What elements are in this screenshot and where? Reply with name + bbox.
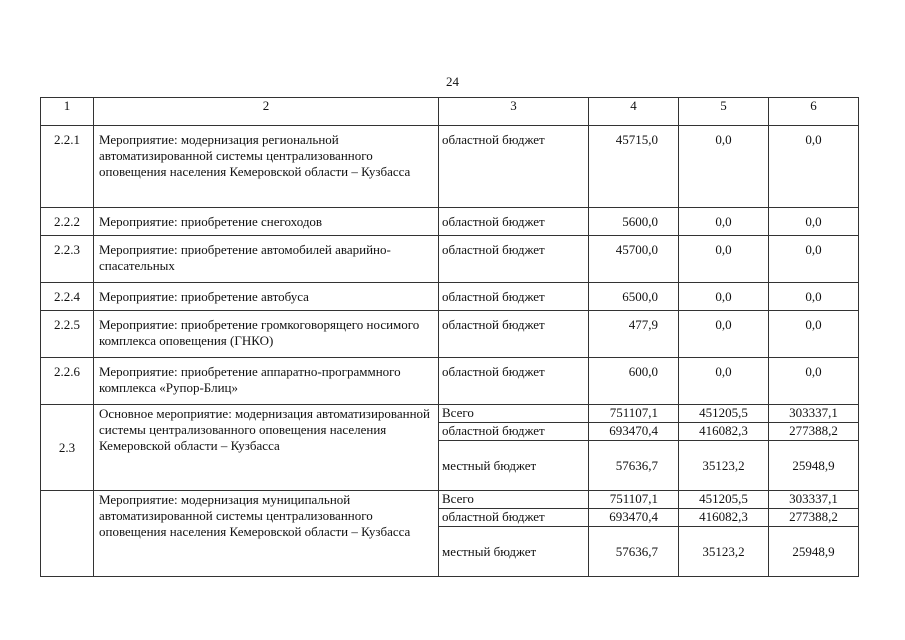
table-row	[41, 283, 859, 311]
row-value-4: 600,0	[589, 358, 679, 405]
budget-table	[40, 97, 859, 577]
row-source: областной бюджет	[439, 208, 589, 236]
row-value-5: 0,0	[679, 126, 769, 208]
group-value-4: 57636,7	[589, 527, 679, 577]
table-row	[41, 358, 859, 405]
header-row	[41, 98, 859, 126]
row-source: областной бюджет	[439, 126, 589, 208]
row-value-5: 0,0	[679, 208, 769, 236]
group-value-4: 751107,1	[589, 405, 679, 423]
header-cell: 2	[94, 98, 439, 126]
header-cell: 4	[589, 98, 679, 126]
header-cell: 6	[769, 98, 859, 126]
row-number: 2.2.3	[41, 236, 94, 283]
row-number: 2.2.5	[41, 311, 94, 358]
row-value-6: 0,0	[769, 311, 859, 358]
group-value-5: 35123,2	[679, 527, 769, 577]
row-name: Мероприятие: модернизация региональной автоматизированной системы централизованного оповещения населения Кемеровской области – Кузбасса	[94, 126, 439, 208]
group-value-4: 751107,1	[589, 491, 679, 509]
row-name: Мероприятие: приобретение аппаратно-программного комплекса «Рупор-Блиц»	[94, 358, 439, 405]
group-row-total	[41, 405, 859, 423]
table-row	[41, 311, 859, 358]
row-number: 2.2.1	[41, 126, 94, 208]
group-number: 2.3	[41, 405, 94, 491]
row-value-4: 45700,0	[589, 236, 679, 283]
row-name: Мероприятие: приобретение громкоговорящего носимого комплекса оповещения (ГНКО)	[94, 311, 439, 358]
row-value-6: 0,0	[769, 236, 859, 283]
row-name: Мероприятие: приобретение автобуса	[94, 283, 439, 311]
group-value-6: 25948,9	[769, 527, 859, 577]
row-value-5: 0,0	[679, 358, 769, 405]
group-value-5: 35123,2	[679, 441, 769, 491]
row-value-5: 0,0	[679, 236, 769, 283]
row-value-4: 5600,0	[589, 208, 679, 236]
group-row-total	[41, 491, 859, 509]
table-row	[41, 236, 859, 283]
row-number: 2.2.2	[41, 208, 94, 236]
table-row	[41, 126, 859, 208]
group-source: местный бюджет	[439, 441, 589, 491]
group-value-6: 277388,2	[769, 423, 859, 441]
group-name: Основное мероприятие: модернизация автоматизированной системы централизованного оповещения населения Кемеровской области – Кузбасса	[94, 405, 439, 491]
row-number: 2.2.4	[41, 283, 94, 311]
group-value-6: 25948,9	[769, 441, 859, 491]
group-value-4: 693470,4	[589, 423, 679, 441]
row-value-6: 0,0	[769, 208, 859, 236]
group-source: местный бюджет	[439, 527, 589, 577]
group-source: областной бюджет	[439, 509, 589, 527]
row-value-6: 0,0	[769, 126, 859, 208]
group-number	[41, 491, 94, 577]
row-source: областной бюджет	[439, 358, 589, 405]
row-source: областной бюджет	[439, 236, 589, 283]
row-number: 2.2.6	[41, 358, 94, 405]
row-source: областной бюджет	[439, 283, 589, 311]
row-value-6: 0,0	[769, 283, 859, 311]
group-value-4: 693470,4	[589, 509, 679, 527]
row-name: Мероприятие: приобретение автомобилей аварийно-спасательных	[94, 236, 439, 283]
row-value-5: 0,0	[679, 311, 769, 358]
group-value-5: 451205,5	[679, 491, 769, 509]
group-value-5: 451205,5	[679, 405, 769, 423]
group-value-6: 303337,1	[769, 491, 859, 509]
group-value-6: 277388,2	[769, 509, 859, 527]
header-cell: 1	[41, 98, 94, 126]
group-source: Всего	[439, 405, 589, 423]
row-value-5: 0,0	[679, 283, 769, 311]
header-cell: 3	[439, 98, 589, 126]
group-name: Мероприятие: модернизация муниципальной автоматизированной системы централизованного оповещения населения Кемеровской области – Кузбасса	[94, 491, 439, 577]
page-number: 24	[446, 74, 459, 89]
row-value-6: 0,0	[769, 358, 859, 405]
row-value-4: 6500,0	[589, 283, 679, 311]
group-value-4: 57636,7	[589, 441, 679, 491]
group-source: областной бюджет	[439, 423, 589, 441]
group-value-5: 416082,3	[679, 509, 769, 527]
row-value-4: 45715,0	[589, 126, 679, 208]
row-name: Мероприятие: приобретение снегоходов	[94, 208, 439, 236]
group-value-6: 303337,1	[769, 405, 859, 423]
table-row	[41, 208, 859, 236]
header-cell: 5	[679, 98, 769, 126]
row-value-4: 477,9	[589, 311, 679, 358]
group-source: Всего	[439, 491, 589, 509]
row-source: областной бюджет	[439, 311, 589, 358]
group-value-5: 416082,3	[679, 423, 769, 441]
